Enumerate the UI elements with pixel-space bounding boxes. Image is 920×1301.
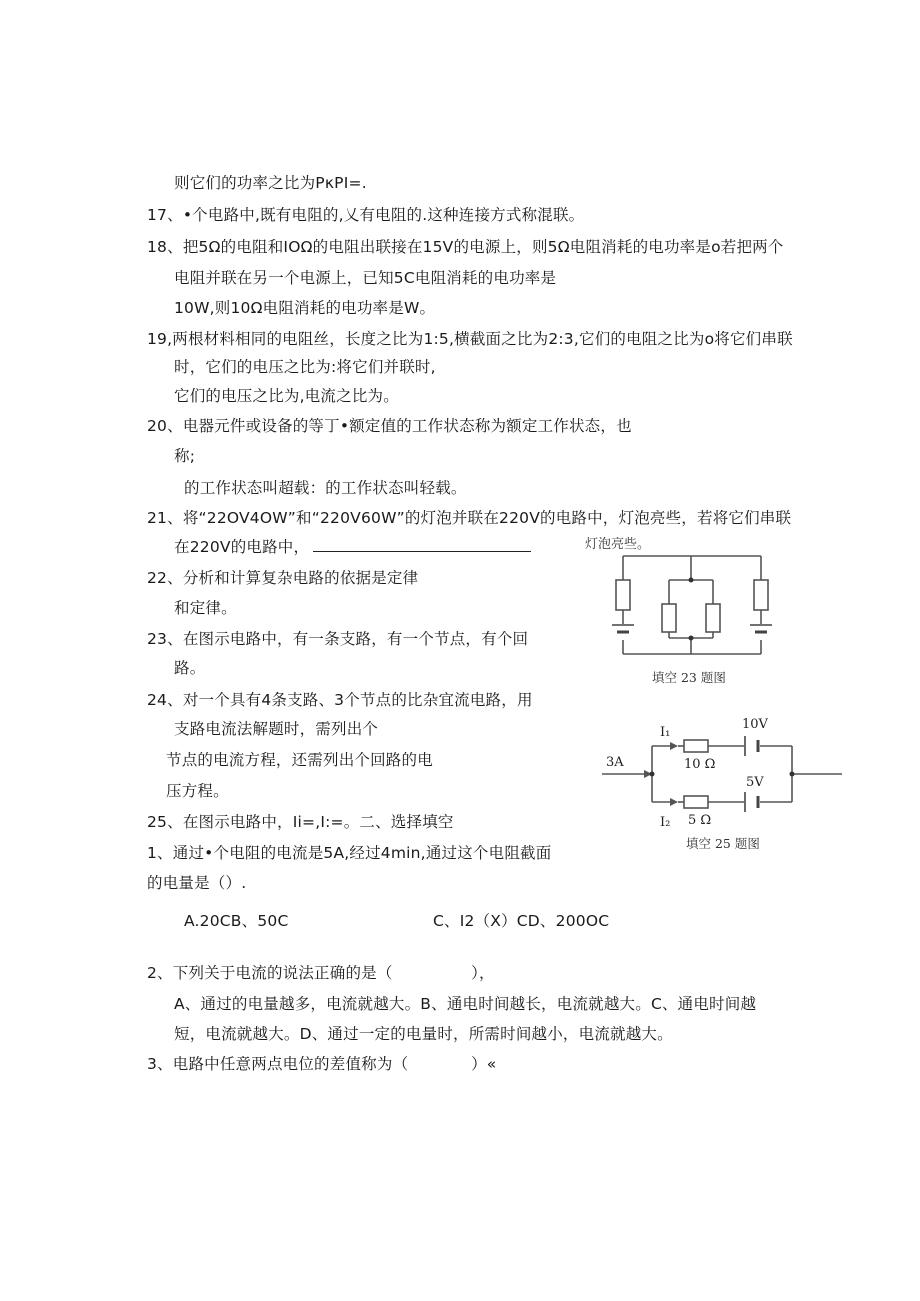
node-dot <box>689 636 694 641</box>
label-v2: 5V <box>746 775 764 790</box>
figure-23 <box>585 530 785 690</box>
resistor <box>616 580 630 610</box>
answer-blank <box>313 537 531 552</box>
figure-23-caption: 填空 23 题图 <box>652 670 726 685</box>
option-cd: C、I2（X）CD、200OC <box>433 912 610 930</box>
text-line: 的电量是（）. <box>147 874 247 892</box>
label-i2: I₂ <box>660 815 671 830</box>
text-line: 短，电流就越大。D、通过一定的电量时，所需时间越小，电流就越大。 <box>174 1025 673 1043</box>
resistor-5-ohm <box>684 796 708 808</box>
node-dot <box>650 772 655 777</box>
label-r2: 5 Ω <box>688 813 712 828</box>
question-21: 21、将“22OV4OW”和“220V60W”的灯泡并联在220V的电路中，灯泡亮些，若将它们串联 <box>147 509 792 527</box>
label-r1: 10 Ω <box>684 757 716 772</box>
text-line: 支路电流法解题时，需列出个 <box>174 720 379 738</box>
label-v1: 10V <box>742 717 768 732</box>
text-line: 的工作状态叫超载：的工作状态叫轻载。 <box>184 479 467 497</box>
figure-25-caption: 填空 25 题图 <box>686 836 760 851</box>
question-23: 23、在图示电路中，有一条支路，有一个节点，有个回 <box>147 630 529 648</box>
option-ab: A.20CB、50C <box>184 912 289 930</box>
circuit-25 <box>600 710 844 860</box>
resistor <box>706 604 720 632</box>
choice-question-3: 3、电路中任意两点电位的差值称为（ ）« <box>147 1055 497 1073</box>
label-i1: I₁ <box>660 725 671 740</box>
choice-question-1: 1、通过•个电阻的电流是5A,经过4min,通过这个电阻截面 <box>147 844 552 862</box>
text-line: 称; <box>174 447 196 465</box>
label-current-in: 3A <box>606 755 624 770</box>
text-line: 时，它们的电压之比为:将它们并联时, <box>174 358 436 376</box>
question-24: 24、对一个具有4条支路、3个节点的比杂宜流电路，用 <box>147 691 533 709</box>
text-line: 电阻并联在另一个电源上，已知5C电阻消耗的电功率是 <box>174 269 557 287</box>
text-line: 和定律。 <box>174 599 237 617</box>
resistor-10-ohm <box>684 740 708 752</box>
figure-25 <box>600 710 844 860</box>
resistor <box>754 580 768 610</box>
resistor <box>662 604 676 632</box>
node-dot <box>790 772 795 777</box>
text-line: 它们的电压之比为,电流之比为。 <box>174 387 399 405</box>
figure-23-top-text: 灯泡亮些。 <box>585 537 651 552</box>
question-17: 17、•个电路中,既有电阻的,乂有电阻的.这种连接方式称混联。 <box>147 206 585 224</box>
text-line: 则它们的功率之比为PκPI=. <box>174 174 367 192</box>
text-line: 在220V的电路中， <box>174 537 531 557</box>
question-25: 25、在图示电路中，Ii=,I:=。二、选择填空 <box>147 813 454 831</box>
circuit-23 <box>585 530 785 690</box>
text-line: A、通过的电量越多，电流就越大。B、通电时间越长，电流就越大。C、通电时间越 <box>174 995 757 1013</box>
text-line: 路。 <box>174 659 206 677</box>
text-line: 10W,则10Ω电阻消耗的电功率是W。 <box>174 299 436 317</box>
question-20: 20、电器元件或设备的等丁•额定值的工作状态称为额定工作状态，也 <box>147 417 632 435</box>
node-dot <box>689 578 694 583</box>
question-22: 22、分析和计算复杂电路的依据是定律 <box>147 569 419 587</box>
question-18: 18、把5Ω的电阻和IOΩ的电阻出联接在15V的电源上，则5Ω电阻消耗的电功率是o若把两个 <box>147 238 784 256</box>
text-line: 压方程。 <box>166 782 229 800</box>
question-19: 19,两根材料相同的电阻丝，长度之比为1:5,横截面之比为2:3,它们的电阻之比为o将它们串联 <box>147 330 793 348</box>
text-line: 节点的电流方程，还需列出个回路的电 <box>166 751 433 769</box>
choice-question-2: 2、下列关于电流的说法正确的是（ ）， <box>147 964 495 982</box>
